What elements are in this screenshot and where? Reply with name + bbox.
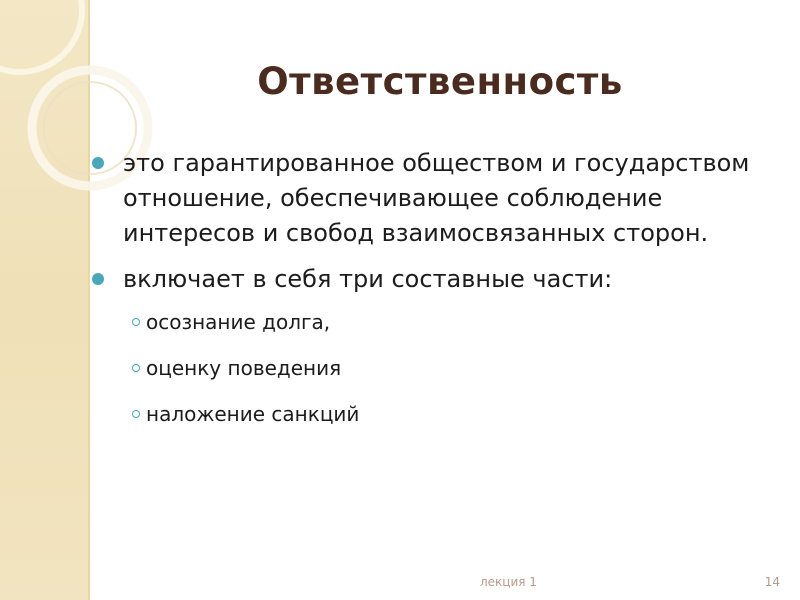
bullet-dot-icon xyxy=(92,157,104,169)
bullet-item-components xyxy=(92,262,772,297)
ring-bullet-icon xyxy=(132,410,140,418)
bullet-item-definition xyxy=(92,146,772,251)
sub-bullet-item xyxy=(92,400,772,428)
ring-bullet-icon xyxy=(132,364,140,372)
sub-bullet-list xyxy=(92,308,772,428)
bullet-text: это гарантированное обществом и государством отношение, обеспечивающее соблюдение интересов и свобод взаимосвязанных сторон. xyxy=(123,149,750,247)
sub-bullet-item xyxy=(92,354,772,382)
ring-bullet-icon xyxy=(132,318,140,326)
footer-page-number: 14 xyxy=(764,575,780,589)
bullet-text: включает в себя три составные части: xyxy=(123,265,613,293)
sub-bullet-text: наложение санкций xyxy=(146,402,360,426)
slide-title: Ответственность xyxy=(257,60,623,103)
sub-bullet-text: оценку поведения xyxy=(146,356,342,380)
bullet-list xyxy=(92,146,772,446)
footer-lecture-label: лекция 1 xyxy=(480,575,537,589)
sub-bullet-text: осознание долга, xyxy=(146,310,331,334)
deco-circle-large xyxy=(0,0,82,72)
bullet-dot-icon xyxy=(92,273,104,285)
sub-bullet-item xyxy=(92,308,772,336)
